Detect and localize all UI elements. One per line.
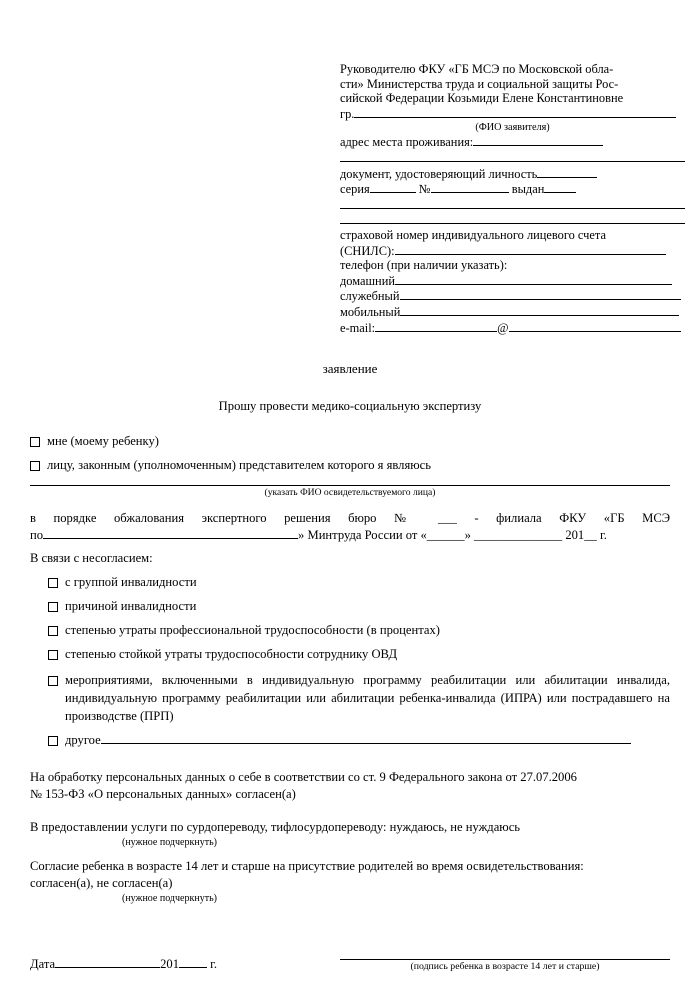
checkbox-icon[interactable] [48,736,58,746]
email-row [340,320,685,336]
id-doc-label: документ, удостоверяющий личность [340,166,538,181]
id-blank-extra-1[interactable] [340,197,685,209]
series-blank[interactable] [370,181,416,193]
phone-work-label: служебный [340,289,400,304]
checkbox-row-group[interactable] [48,573,670,591]
checkbox-label-group: с группой инвалидности [65,575,197,590]
signature-caption: (подпись ребенка в возрасте 14 лет и старше) [410,961,600,973]
checkbox-label-ipra: мероприятиями, включенными в индивидуальную программу реабилитации или абилитации инвалида, индивидуальную программу реабилитации или абилитации ребенка-инвалида (ИПРА) или пострадавшего на производстве (ПРП) [65,673,670,724]
date-label: Дата [30,957,56,972]
appeal-word-obzhalovaniya: обжалования [113,511,185,526]
applicant-prefix: гр. [340,106,355,121]
number-label: № [418,182,431,197]
checkbox-row-cause[interactable] [48,597,670,615]
series-label: серия [340,182,370,197]
personal-data-consent-line-2: № 153-ФЗ «О персональных данных» согласен(а) [30,787,296,802]
email-at: @ [497,320,509,335]
checkbox-label-prof-loss: степенью утраты профессиональной трудоспособности (в процентах) [65,623,440,638]
phone-home-row [340,273,685,289]
bureau-name-blank[interactable] [43,527,298,539]
checkbox-label-other: другое [65,733,101,748]
checkbox-row-prof-loss[interactable] [48,621,670,639]
bureau-number-blank[interactable]: ___ [437,511,457,526]
phone-home-blank[interactable] [395,273,672,285]
snils-label-line-1: страховой номер индивидуального лицевого счета [340,227,606,242]
phone-home-label: домашний [340,273,395,288]
appeal-word-resheniya: решения [284,511,331,526]
appeal-word-number-sign: № [394,511,421,526]
id-extra-row-2 [340,212,685,228]
date-year: 201 [160,957,179,972]
phone-label: телефон (при наличии указать): [340,258,508,273]
id-blank-extra-2[interactable] [340,212,685,224]
phone-mobile-label: мобильный [340,304,401,319]
personal-data-consent-line-1: На обработку персональных данных о себе в соответствии со ст. 9 Федерального закона от 27.07.2006 [30,770,577,785]
date-suffix: г. [210,957,218,972]
checkbox-label-cause: причиной инвалидности [65,599,197,614]
name-fill-rule[interactable] [30,484,670,486]
addressee-line-3: сийской Федерации Козьмиди Елене Константиновне [340,91,624,106]
id-doc-blank[interactable] [537,166,597,178]
addressee-line-2: сти» Министерства труда и социальной защиты Рос- [340,76,619,91]
interpretation-underline-note: (нужное подчеркнуть) [122,837,217,849]
checkbox-label-ovd-loss: степенью стойкой утраты трудоспособности сотруднику ОВД [65,647,398,662]
appeal-word-byuro: бюро [348,511,377,526]
document-subtitle: Прошу провести медико-социальную экспертизу [218,399,482,414]
appeal-line-1 [30,510,670,527]
id-extra-row-1 [340,197,685,213]
appeal-word-mse: МСЭ [642,511,671,526]
applicant-name-row [340,106,685,122]
signature-field [340,946,670,972]
signature-block [30,946,670,972]
applicant-name-caption: (ФИО заявителя) [475,122,550,134]
phone-work-blank[interactable] [400,288,681,300]
checkbox-row-other[interactable] [48,731,670,749]
checkbox-icon[interactable] [30,437,40,447]
checkbox-label-representative: лицу, законным (уполномоченным) представителем которого я являюсь [47,458,431,473]
snils-label-line-2: (СНИЛС): [340,243,395,258]
issued-blank[interactable] [544,181,576,193]
appeal-word-fku: ФКУ [559,511,587,526]
address-label: адрес места проживания: [340,135,474,150]
date-blank[interactable] [55,956,160,968]
child-consent-line-2: согласен(а), не согласен(а) [30,876,173,891]
id-doc-row [340,166,685,182]
appeal-date-tail: » Минтруда России от «______» ______________ 201__ г. [298,528,607,543]
child-consent-underline-note: (нужное подчеркнуть) [122,893,217,905]
applicant-name-blank[interactable] [354,106,676,118]
checkbox-icon[interactable] [48,676,58,686]
email-blank-1[interactable] [375,320,497,332]
interpretation-service-line: В предоставлении услуги по сурдопереводу, тифлосурдопереводу: нуждаюсь, не нуждаюсь [30,820,521,835]
email-blank-2[interactable] [509,320,681,332]
appeal-line-2 [30,527,670,544]
signature-blank[interactable] [340,946,670,960]
phone-mobile-blank[interactable] [400,304,679,316]
appeal-word-poryadke: порядке [53,511,97,526]
id-series-row [340,181,685,197]
appeal-word-po: по [30,528,44,543]
phone-work-row [340,288,685,304]
address-blank-1[interactable] [473,134,603,146]
document-title: заявление [322,361,378,377]
number-blank[interactable] [431,181,509,193]
addressee-block [340,62,685,335]
checkbox-row-representative[interactable] [30,456,670,474]
snils-row [340,243,685,259]
other-blank[interactable] [101,732,631,744]
phone-mobile-row [340,304,685,320]
date-field [30,956,217,972]
date-year-blank[interactable] [179,956,207,968]
checkbox-icon[interactable] [48,578,58,588]
checkbox-icon[interactable] [48,602,58,612]
checkbox-icon[interactable] [48,650,58,660]
email-label: e-mail: [340,320,376,335]
checkbox-row-self[interactable] [30,432,670,450]
appeal-word-filiala: - филиала [474,511,542,526]
issued-label: выдан [511,182,545,197]
checkbox-icon[interactable] [48,626,58,636]
child-consent-line-1: Согласие ребенка в возрасте 14 лет и старше на присутствие родителей во время освидетельствования: [30,859,584,874]
appeal-word-v: в [30,511,36,526]
checkbox-icon[interactable] [30,461,40,471]
address-row [340,134,685,150]
checkbox-row-ovd-loss[interactable] [48,645,670,663]
snils-blank[interactable] [395,243,666,255]
addressee-line-1: Руководителю ФКУ «ГБ МСЭ по Московской обла- [340,62,614,76]
appeal-word-gb: «ГБ [603,511,625,526]
checkbox-label-self: мне (моему ребенку) [47,434,159,449]
examined-person-caption: (указать ФИО освидетельствуемого лица) [264,487,436,499]
disagreement-intro: В связи с несогласием: [30,551,153,566]
address-row-2 [340,150,685,166]
appeal-word-ekspertnogo: экспертного [201,511,267,526]
checkbox-row-ipra[interactable] [48,671,670,725]
address-blank-2[interactable] [340,150,685,162]
